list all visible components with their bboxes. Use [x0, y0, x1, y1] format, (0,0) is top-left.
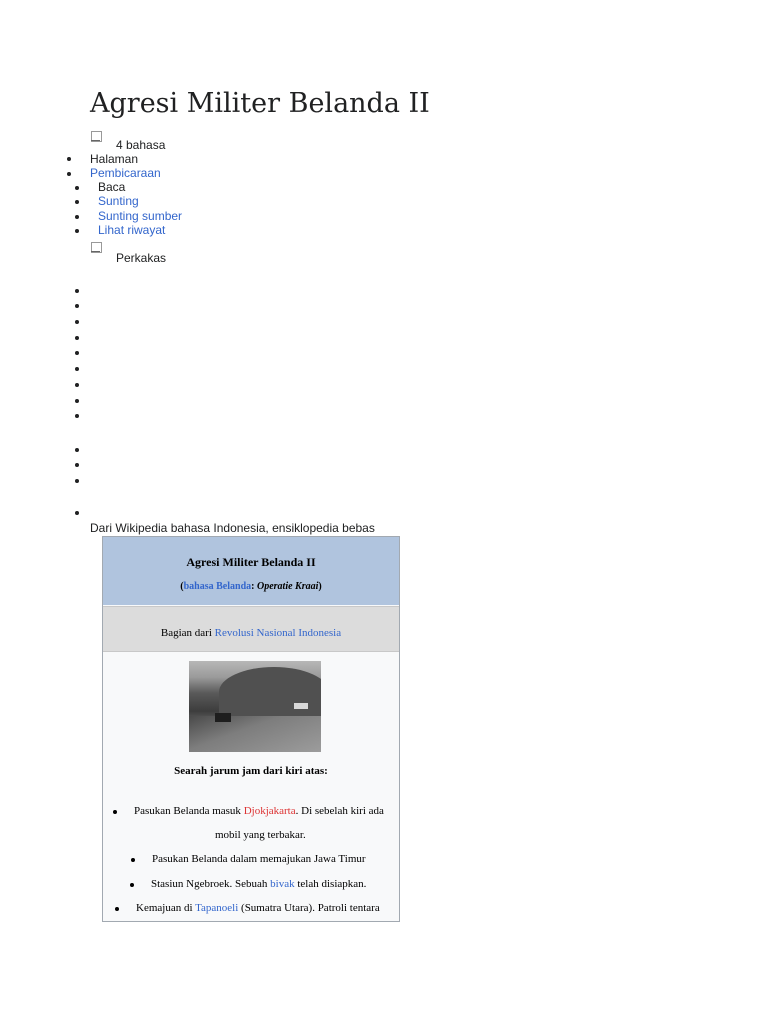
empty-list-bullet — [75, 383, 79, 387]
caption-item-4-text-b: (Sumatra Utara). Patroli tentara — [238, 902, 380, 914]
infobox-header — [103, 537, 399, 605]
operation-name: Operatie Kraai — [256, 581, 319, 592]
infobox-title: Agresi Militer Belanda II — [186, 555, 316, 569]
empty-list-bullet — [75, 304, 79, 308]
empty-list-bullet — [75, 320, 79, 324]
caption-bullet — [115, 907, 119, 911]
list-bullet — [75, 200, 79, 204]
infobox-caption: Searah jarum jam dari kiri atas: — [174, 765, 328, 777]
tab-lihat-riwayat[interactable]: Lihat riwayat — [98, 223, 166, 237]
tab-pembicaraan[interactable]: Pembicaraan — [90, 166, 161, 180]
caption-item-2: Pasukan Belanda dalam memajukan Jawa Timur — [152, 853, 366, 865]
caption-item-1-cont: mobil yang terbakar. — [215, 829, 306, 841]
empty-list-bullet — [75, 289, 79, 293]
infobox-subtitle-close: ) — [318, 581, 322, 592]
photo-vehicle — [215, 713, 231, 722]
part-of-prefix: Bagian dari — [160, 627, 215, 639]
infobox-subtitle-colon: : — [251, 581, 257, 592]
list-bullet — [67, 172, 71, 176]
list-bullet — [75, 215, 79, 219]
infobox-part-of — [103, 606, 399, 652]
tab-halaman[interactable]: Halaman — [90, 152, 139, 166]
empty-list-bullet — [75, 511, 79, 515]
caption-item-1-text: Pasukan Belanda masuk — [134, 805, 244, 817]
language-menu-checkbox[interactable] — [91, 131, 102, 142]
page-title: Agresi Militer Belanda II — [90, 88, 430, 119]
list-bullet — [75, 229, 79, 233]
empty-list-bullet — [75, 414, 79, 418]
list-bullet — [67, 157, 71, 161]
empty-list-bullet — [75, 463, 79, 467]
tab-baca[interactable]: Baca — [98, 180, 126, 194]
tab-sunting-sumber[interactable]: Sunting sumber — [98, 209, 183, 223]
caption-item-4 — [136, 902, 380, 914]
tab-sunting[interactable]: Sunting — [98, 194, 139, 208]
caption-item-1 — [134, 805, 384, 817]
revolusi-nasional-link[interactable]: Revolusi Nasional Indonesia — [214, 627, 342, 639]
empty-list-bullet — [75, 448, 79, 452]
caption-item-1-text-b: . Di sebelah kiri ada — [295, 805, 384, 817]
photo-road — [189, 716, 321, 752]
empty-list-bullet — [75, 351, 79, 355]
photo-hut — [294, 703, 308, 709]
caption-bullet — [113, 810, 117, 814]
empty-list-bullet — [75, 479, 79, 483]
djokjakarta-link[interactable]: Djokjakarta — [243, 805, 296, 817]
bahasa-belanda-link[interactable]: bahasa Belanda — [183, 581, 252, 592]
caption-bullet — [131, 858, 135, 862]
language-menu-label[interactable]: 4 bahasa — [116, 138, 166, 152]
caption-item-4-text: Kemajuan di — [136, 902, 196, 914]
bivak-link[interactable]: bivak — [270, 878, 295, 890]
caption-item-3 — [151, 878, 366, 890]
tools-menu-label[interactable]: Perkakas — [116, 251, 167, 265]
infobox-subtitle-open: ( — [180, 581, 184, 592]
empty-list-bullet — [75, 336, 79, 340]
photo-hill — [219, 667, 321, 717]
tools-menu-checkbox[interactable] — [91, 242, 102, 253]
infobox-part-of-text — [103, 627, 399, 639]
caption-item-3-text-b: telah disiapkan. — [294, 878, 367, 890]
infobox-subtitle — [103, 581, 399, 592]
caption-bullet — [130, 883, 134, 887]
site-tagline: Dari Wikipedia bahasa Indonesia, ensiklopedia bebas — [90, 521, 375, 535]
list-bullet — [75, 186, 79, 190]
empty-list-bullet — [75, 399, 79, 403]
tapanoeli-link[interactable]: Tapanoeli — [195, 902, 239, 914]
empty-list-bullet — [75, 367, 79, 371]
infobox — [102, 536, 400, 922]
caption-item-3-text: Stasiun Ngebroek. Sebuah — [151, 878, 271, 890]
infobox-photo[interactable] — [189, 661, 321, 752]
